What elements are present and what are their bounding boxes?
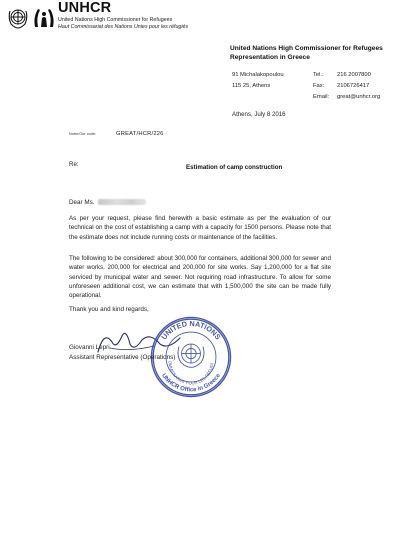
office-line-2: Representation in Greece [230,54,310,61]
address-street: 91 Michalakopoulou [232,72,284,78]
salutation-text: Dear Ms. [69,199,95,206]
letter-date: Athens, July 8 2016 [232,111,286,118]
contact-tel [313,72,371,78]
contact-fax [313,83,369,89]
signer-title: Assistant Representative (Operations) [69,354,176,361]
un-emblem-stamp-icon [178,344,204,367]
office-name [230,44,390,62]
contact-email [313,94,380,100]
un-emblem-icon [7,5,59,31]
closing-line: Thank you and kind regards, [69,306,149,313]
signer-name: Giovanni Lepri [69,344,110,351]
reference-label: Notre/Our code: [69,132,97,136]
office-line-1: United Nations High Commissioner for Refugees [230,45,383,52]
salutation [69,199,146,206]
email-value: great@unhcr.org [337,94,381,100]
re-label: Re: [69,161,79,168]
stamp-bottom-text: UNHCR Office in Greece [160,372,222,394]
redacted-name [98,199,146,205]
body-paragraph-2: The following to be considered: about 300,000 for containers, additional 300,000 for sewer and water works. 200,000 for electrical and 200,000 for site works. Say 1,200,000 for a flat site serviced by municipal water and sewer. Not requiring road infrastructure. To allow for some unforeseen additional cost, we can estimate that with 1,500,000 the site can be made fully operational. [69,255,331,300]
stamp-inner-text: OMMISSARIAT POUR LES RÉFUGI [167,360,215,386]
logo-subtitle-fr: Haut Commissariat des Nations Unies pour les réfugiés [58,23,189,30]
tel-label: Tel.: [313,72,324,78]
stamp-top-text: UNITED NATIONS [159,318,223,342]
unhcr-logo [7,5,59,31]
email-label: Email: [313,94,330,100]
address-city: 115 25, Athens [232,83,271,89]
body-paragraph-1: As per your request, please find herewith a basic estimate as per the evaluation of our technical on the cost of establishing a camp with a capacity for 1500 persons. Please note that the estimate does not include running costs or maintenance of the facilities. [69,215,331,241]
fax-value: 2106726417 [337,83,370,89]
reference-code: GREAT/HCR/226 [116,131,164,137]
tel-value: 216 2007800 [337,72,371,78]
fax-label: Fax: [313,83,325,89]
svg-text:UNITED NATIONS [159,319,222,341]
logo-wordmark: UNHCR [58,0,112,16]
subject-line: Estimation of camp construction [186,164,283,171]
logo-subtitle-en: United Nations High Commissioner for Refugees [58,17,173,23]
